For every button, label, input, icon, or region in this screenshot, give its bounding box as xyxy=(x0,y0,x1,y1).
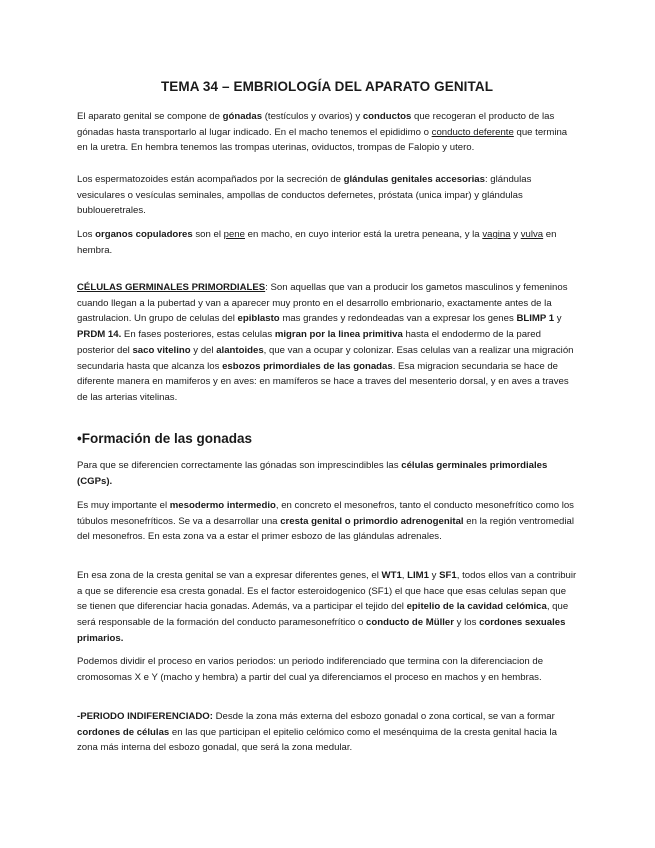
text-run: que recogeran el producto de las gónadas hasta transportarlo al lugar indicado. En el macho tenemos el epididimo o xyxy=(77,111,555,138)
text-run: En fases posteriores, estas celulas xyxy=(121,329,275,341)
text-run: y xyxy=(554,313,562,325)
text-run: que termina en la uretra. En hembra tenemos las trompas uterinas, oviductos, trompas de Falopio y utero. xyxy=(77,126,568,154)
bold-text: cordones sexuales primarios. xyxy=(77,617,566,644)
bold-text: conducto de Müller xyxy=(366,617,454,629)
bold-text: BLIMP 1 xyxy=(516,313,555,325)
text-run: : glándulas vesiculares o vesículas seminales, ampollas de conductos defernetes, próstata (unica impar) y glándulas bubloueretrales. xyxy=(77,174,532,217)
bold-text: epiblasto xyxy=(237,313,280,325)
bold-text: SF1 xyxy=(439,570,457,581)
text-run: son el xyxy=(192,229,224,240)
text-run: El aparato genital se compone de xyxy=(77,111,223,122)
bold-text: cordones de células xyxy=(77,726,170,738)
bold-text: alantoides xyxy=(216,344,264,356)
text-run: , xyxy=(401,570,408,581)
underlined-text: pene xyxy=(223,229,245,240)
text-run: Desde la zona más externa del esbozo gonadal o zona cortical, se van a formar xyxy=(212,711,555,722)
text-run: mas grandes y redondeadas van a expresar los genes xyxy=(279,313,517,325)
text-run: , en concreto el mesonefros, tanto el conducto mesonefrítico como los túbulos mesonefríticos. Se va a desarrollar una xyxy=(77,500,574,527)
text-run: (testículos y ovarios) y xyxy=(262,111,363,122)
intro-paragraph-glands xyxy=(77,172,577,219)
text-run: y xyxy=(510,229,521,240)
text-run: , que van a ocupar y colonizar. Esas celulas van a realizar una migración secundaria hasta que alcanza los xyxy=(77,344,574,372)
bold-text: esbozos primordiales de las gonadas xyxy=(222,360,393,372)
intro-paragraph-organs xyxy=(77,109,577,156)
section-heading-gonads: •Formación de las gonadas xyxy=(77,431,253,446)
bold-text: saco vitelino xyxy=(132,344,191,356)
text-run: En esa zona de la cresta genital se van a expresar diferentes genes, el xyxy=(77,570,382,581)
bold-text: migran por la linea primitiva xyxy=(274,329,403,341)
text-run: : Son aquellas que van a producir los gametos masculinos y femeninos cuando llegan a la pubertad y van a aparecer muy pronto en el desarrollo embrionario, exactamente antes de la gastrulacion. Un grupo de celulas del xyxy=(77,282,568,325)
intro-paragraph-copulatory xyxy=(77,227,577,258)
text-run: Podemos dividir el proceso en varios periodos: un periodo indiferenciado que termina con la diferenciacion de cromosomas X e Y (macho y hembra) a partir del cual ya diferenciamos el proceso en machos y en hembras. xyxy=(77,656,544,683)
text-run: y los xyxy=(454,617,480,629)
bold-underlined-text: CÉLULAS GERMINALES PRIMORDIALES xyxy=(77,282,266,293)
bold-text: glándulas genitales accesorias xyxy=(343,174,485,185)
text-run: , que será responsable de la formación del conducto paramesonefrítico o xyxy=(77,601,569,629)
bold-text: mesodermo intermedio xyxy=(169,500,276,511)
text-run: Para que se diferencien correctamente las gónadas son imprescindibles las xyxy=(77,460,402,471)
gonads-paragraph-mesoderm xyxy=(77,498,577,545)
germ-cells-paragraph xyxy=(77,280,577,406)
gonads-paragraph-periods xyxy=(77,654,577,685)
bold-text: WT1 xyxy=(381,570,402,581)
text-run: en hembra. xyxy=(77,229,557,256)
bold-text: epitelio de la cavidad celómica xyxy=(406,601,547,613)
text-run: Es muy importante el xyxy=(77,500,170,511)
text-run: . Esa migracion secundaria se hace de diferente manera en mamiferos y en aves: en mamíferos se hace a traves del mesenterio dorsal, y en aves a traves de las arterias vitelinas. xyxy=(77,360,569,403)
underlined-text: conducto deferente xyxy=(431,126,514,138)
page-title: TEMA 34 – EMBRIOLOGÍA DEL APARATO GENITAL xyxy=(160,79,494,94)
bold-text: gónadas xyxy=(222,111,263,122)
text-run: en la región ventromedial del mesonefros. En esta zona va a estar el primer esbozo de las glándulas adrenales. xyxy=(77,515,574,543)
gonads-paragraph-genes xyxy=(77,568,577,647)
text-run: Los espermatozoides están acompañados por la secreción de xyxy=(77,174,344,185)
text-run: hasta el endodermo de la pared posterior del xyxy=(77,329,541,356)
bold-text: PRDM 14. xyxy=(77,329,122,341)
gonads-paragraph-indifferent xyxy=(77,709,577,756)
gonads-paragraph-cgp xyxy=(77,458,577,489)
bold-text: organos copuladores xyxy=(95,229,193,240)
underlined-text: vulva xyxy=(520,229,544,240)
underlined-text: vagina xyxy=(482,229,511,240)
bold-text: conductos xyxy=(362,111,412,122)
bold-text: células germinales primordiales (CGPs). xyxy=(77,460,548,487)
text-run: y xyxy=(429,570,440,581)
text-run: y del xyxy=(190,344,217,356)
text-run: Los xyxy=(77,229,96,240)
text-run: , todos ellos van a contribuir a que se diferencie esa cresta gonadal. Es el factor esteroidogenico (SF1) el que hace que esas celulas sepan que se tienen que diferenciar hacia gonadas. Además, va a participar el tejido del xyxy=(77,570,577,613)
bold-text: LIM1 xyxy=(407,570,429,581)
bold-text: -PERIODO INDIFERENCIADO: xyxy=(77,711,213,722)
text-run: en macho, en cuyo interior está la uretra peneana, y la xyxy=(244,229,483,240)
bold-text: cresta genital o primordio adrenogenital xyxy=(280,515,464,527)
text-run: en las que participan el epitelio celómico como el mesénquima de la cresta genital hacia la zona más interna del esbozo gonadal, que será la zona medular. xyxy=(77,726,557,754)
